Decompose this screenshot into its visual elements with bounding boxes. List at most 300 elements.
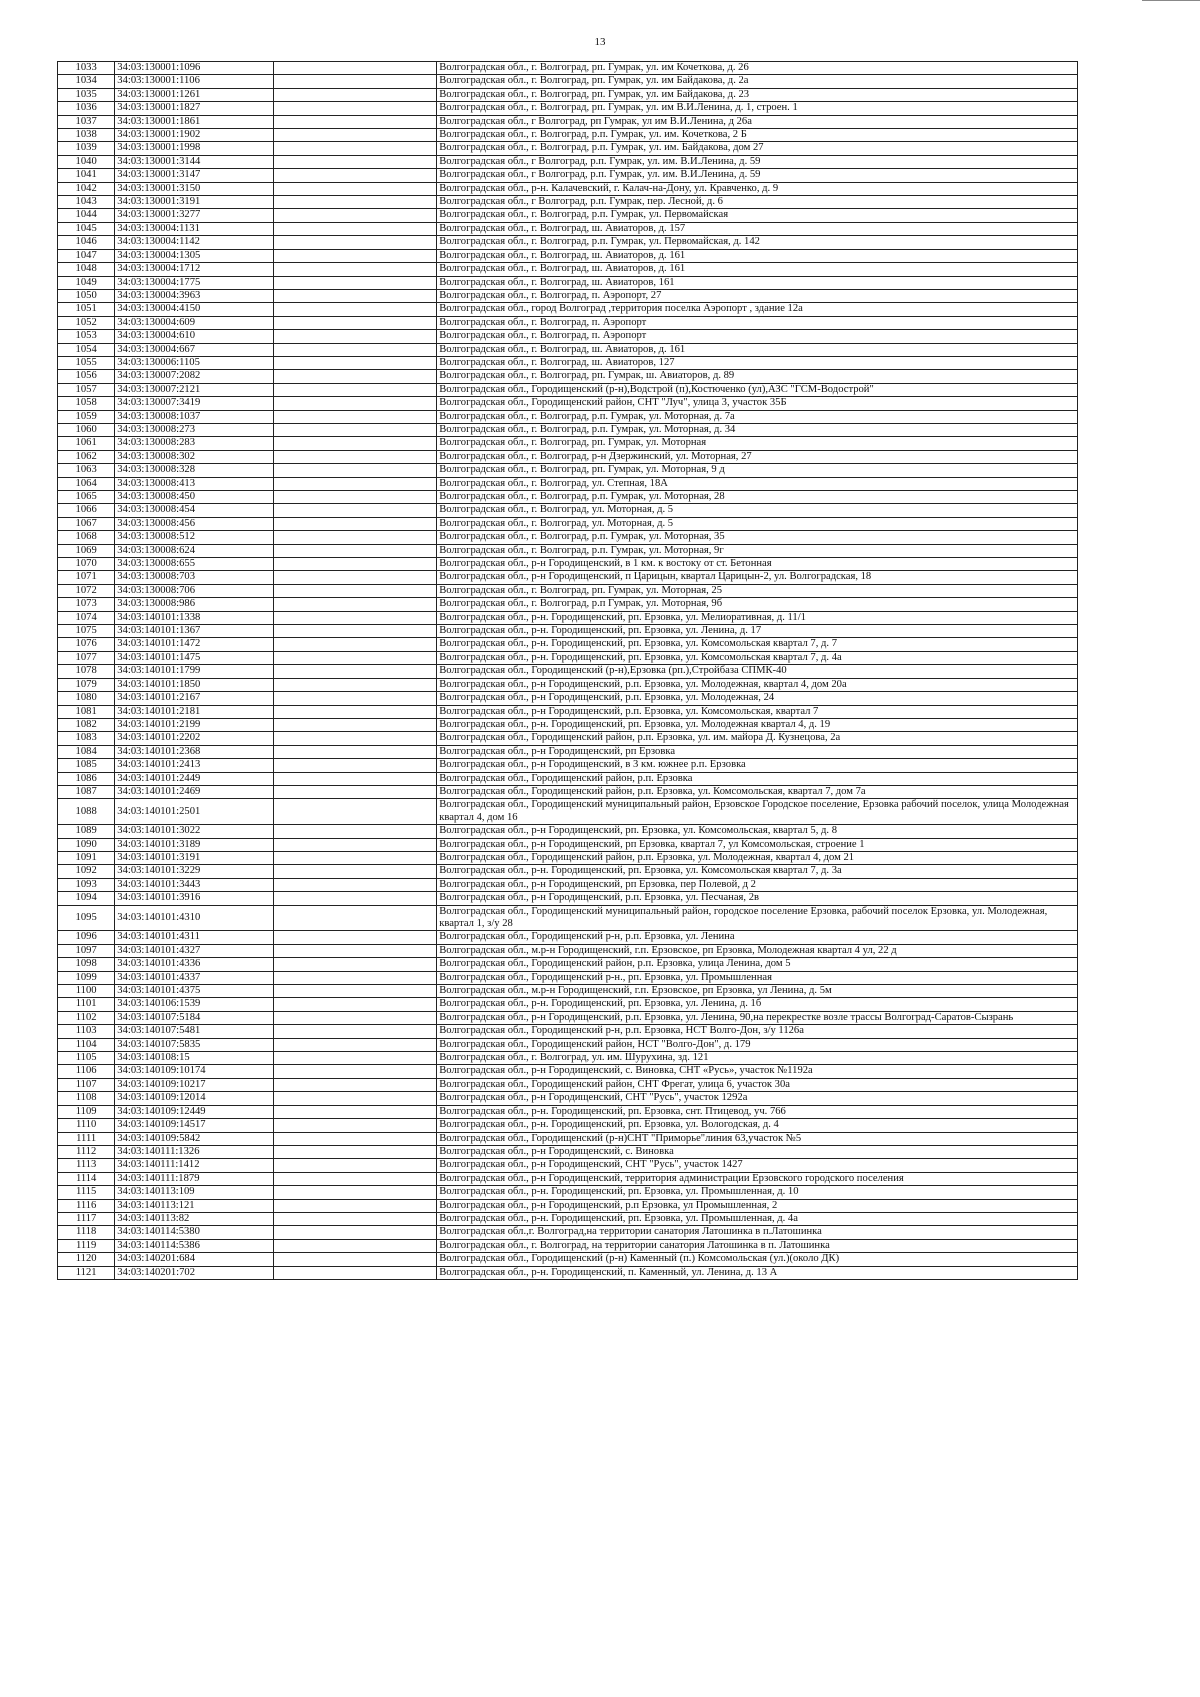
address: Волгоградская обл., Городищенский р-н., рп. Ерзовка, ул. Промышленная [437, 971, 1078, 984]
empty-cell [273, 343, 437, 356]
table-row [58, 182, 1078, 195]
empty-cell [273, 303, 437, 316]
empty-cell [273, 865, 437, 878]
cadastral-number: 34:03:140101:2368 [115, 745, 273, 758]
table-row [58, 892, 1078, 905]
cadastral-number: 34:03:140109:12014 [115, 1092, 273, 1105]
row-number: 1118 [58, 1226, 115, 1239]
table-row [58, 665, 1078, 678]
address: Волгоградская обл., г. Волгоград, ш. Авиаторов, д. 157 [437, 222, 1078, 235]
empty-cell [273, 1186, 437, 1199]
empty-cell [273, 892, 437, 905]
table-row [58, 1266, 1078, 1279]
row-number: 1098 [58, 958, 115, 971]
cadastral-number: 34:03:140101:2501 [115, 799, 273, 825]
table-row [58, 825, 1078, 838]
table-row [58, 718, 1078, 731]
empty-cell [273, 1132, 437, 1145]
row-number: 1103 [58, 1025, 115, 1038]
empty-cell [273, 838, 437, 851]
table-row [58, 878, 1078, 891]
cadastral-number: 34:03:140101:3189 [115, 838, 273, 851]
empty-cell [273, 1266, 437, 1279]
empty-cell [273, 196, 437, 209]
table-row [58, 437, 1078, 450]
cadastral-number: 34:03:140107:5481 [115, 1025, 273, 1038]
table-row [58, 370, 1078, 383]
address: Волгоградская обл., г. Волгоград, р.п. Гумрак, ул. Моторная, д. 7а [437, 410, 1078, 423]
table-row [58, 1132, 1078, 1145]
empty-cell [273, 477, 437, 490]
address: Волгоградская обл., р-н Городищенский, СНТ "Русь", участок 1292а [437, 1092, 1078, 1105]
row-number: 1040 [58, 155, 115, 168]
address: Волгоградская обл., Городищенский (р-н),Ерзовка (рп.),Стройбаза СПМК-40 [437, 665, 1078, 678]
empty-cell [273, 625, 437, 638]
cadastral-number: 34:03:140109:14517 [115, 1119, 273, 1132]
cadastral-number: 34:03:130008:624 [115, 544, 273, 557]
cadastral-number: 34:03:140101:1472 [115, 638, 273, 651]
address: Волгоградская обл., Городищенский район, СНТ Фрегат, улица 6, участок 30а [437, 1078, 1078, 1091]
row-number: 1085 [58, 759, 115, 772]
row-number: 1056 [58, 370, 115, 383]
empty-cell [273, 491, 437, 504]
address: Волгоградская обл., р-н Городищенский, р.п. Ерзовка, ул. Песчаная, 2в [437, 892, 1078, 905]
table-row [58, 692, 1078, 705]
address: Волгоградская обл., р-н Городищенский, р.п. Ерзовка, ул. Комсомольская, квартал 7 [437, 705, 1078, 718]
address: Волгоградская обл., р-н. Городищенский, рп. Ерзовка, снт. Птицевод, уч. 766 [437, 1105, 1078, 1118]
table-row [58, 450, 1078, 463]
row-number: 1064 [58, 477, 115, 490]
row-number: 1116 [58, 1199, 115, 1212]
table-row [58, 998, 1078, 1011]
address: Волгоградская обл., г. Волгоград, ш. Авиаторов, д. 161 [437, 249, 1078, 262]
empty-cell [273, 88, 437, 101]
row-number: 1111 [58, 1132, 115, 1145]
table-row [58, 785, 1078, 798]
table-row [58, 745, 1078, 758]
row-number: 1059 [58, 410, 115, 423]
row-number: 1060 [58, 423, 115, 436]
table-row [58, 222, 1078, 235]
row-number: 1067 [58, 517, 115, 530]
table-row [58, 571, 1078, 584]
table-row [58, 289, 1078, 302]
row-number: 1058 [58, 397, 115, 410]
row-number: 1083 [58, 732, 115, 745]
table-row [58, 638, 1078, 651]
row-number: 1099 [58, 971, 115, 984]
table-row [58, 944, 1078, 957]
table-row [58, 958, 1078, 971]
cadastral-number: 34:03:140107:5835 [115, 1038, 273, 1051]
address: Волгоградская обл., м.р-н Городищенский, г.п. Ерзовское, рп Ерзовка, ул Ленина, д. 5м [437, 985, 1078, 998]
empty-cell [273, 115, 437, 128]
cadastral-number: 34:03:140101:1338 [115, 611, 273, 624]
table-row [58, 276, 1078, 289]
table-row [58, 236, 1078, 249]
empty-cell [273, 1212, 437, 1225]
table-row [58, 865, 1078, 878]
address: Волгоградская обл., г. Волгоград, рп. Гумрак, ш. Авиаторов, д. 89 [437, 370, 1078, 383]
empty-cell [273, 665, 437, 678]
row-number: 1119 [58, 1239, 115, 1252]
address: Волгоградская обл., р-н Городищенский, р.п. Ерзовка, ул. Молодежная, 24 [437, 692, 1078, 705]
empty-cell [273, 236, 437, 249]
empty-cell [273, 62, 437, 75]
table-row [58, 1105, 1078, 1118]
row-number: 1061 [58, 437, 115, 450]
table-row [58, 1025, 1078, 1038]
empty-cell [273, 931, 437, 944]
table-row [58, 88, 1078, 101]
empty-cell [273, 142, 437, 155]
row-number: 1038 [58, 129, 115, 142]
empty-cell [273, 705, 437, 718]
row-number: 1104 [58, 1038, 115, 1051]
table-row [58, 1239, 1078, 1252]
cadastral-number: 34:03:130001:1106 [115, 75, 273, 88]
address: Волгоградская обл., г. Волгоград, п. Аэропорт [437, 316, 1078, 329]
row-number: 1045 [58, 222, 115, 235]
row-number: 1055 [58, 356, 115, 369]
row-number: 1115 [58, 1186, 115, 1199]
address: Волгоградская обл., г. Волгоград, рп. Гумрак, ул. им Кочеткова, д. 26 [437, 62, 1078, 75]
row-number: 1092 [58, 865, 115, 878]
address: Волгоградская обл., г. Волгоград, р.п. Гумрак, ул. Моторная, 35 [437, 531, 1078, 544]
empty-cell [273, 289, 437, 302]
cadastral-number: 34:03:140101:3022 [115, 825, 273, 838]
cadastral-number: 34:03:130007:2121 [115, 383, 273, 396]
cadastral-number: 34:03:140113:121 [115, 1199, 273, 1212]
cadastral-number: 34:03:140101:2469 [115, 785, 273, 798]
cadastral-number: 34:03:140109:10174 [115, 1065, 273, 1078]
empty-cell [273, 558, 437, 571]
cadastral-number: 34:03:140101:3916 [115, 892, 273, 905]
row-number: 1101 [58, 998, 115, 1011]
empty-cell [273, 276, 437, 289]
address: Волгоградская обл., Городищенский (р-н)СНТ "Приморье"линия 63,участок №5 [437, 1132, 1078, 1145]
cadastral-number: 34:03:130008:512 [115, 531, 273, 544]
table-row [58, 343, 1078, 356]
empty-cell [273, 1052, 437, 1065]
cadastral-number: 34:03:130008:328 [115, 464, 273, 477]
empty-cell [273, 504, 437, 517]
table-row [58, 931, 1078, 944]
empty-cell [273, 410, 437, 423]
table-row [58, 410, 1078, 423]
empty-cell [273, 1011, 437, 1024]
row-number: 1074 [58, 611, 115, 624]
empty-cell [273, 958, 437, 971]
table-row [58, 316, 1078, 329]
empty-cell [273, 878, 437, 891]
cadastral-number: 34:03:130008:1037 [115, 410, 273, 423]
row-number: 1108 [58, 1092, 115, 1105]
address: Волгоградская обл., г. Волгоград, рп. Гумрак, ул. им В.И.Ленина, д. 1, строен. 1 [437, 102, 1078, 115]
cadastral-number: 34:03:140101:1850 [115, 678, 273, 691]
row-number: 1080 [58, 692, 115, 705]
table-row [58, 196, 1078, 209]
row-number: 1094 [58, 892, 115, 905]
cadastral-number: 34:03:130004:1142 [115, 236, 273, 249]
address: Волгоградская обл., р-н Городищенский, рп. Ерзовка, ул. Комсомольская, квартал 5, д. 8 [437, 825, 1078, 838]
empty-cell [273, 102, 437, 115]
cadastral-number: 34:03:140111:1412 [115, 1159, 273, 1172]
table-row [58, 1078, 1078, 1091]
address: Волгоградская обл., г. Волгоград, р.п. Гумрак, ул. Первомайская, д. 142 [437, 236, 1078, 249]
row-number: 1078 [58, 665, 115, 678]
row-number: 1091 [58, 851, 115, 864]
cadastral-number: 34:03:140101:2413 [115, 759, 273, 772]
row-number: 1073 [58, 598, 115, 611]
address: Волгоградская обл., р-н Городищенский, с. Виновка [437, 1145, 1078, 1158]
address: Волгоградская обл., р-н Городищенский, территория администрации Ерзовского городского поселения [437, 1172, 1078, 1185]
table-row [58, 651, 1078, 664]
empty-cell [273, 651, 437, 664]
cadastral-number: 34:03:140101:4336 [115, 958, 273, 971]
address: Волгоградская обл., р-н. Городищенский, рп. Ерзовка, ул. Комсомольская квартал 7, д. 3а [437, 865, 1078, 878]
cadastral-number: 34:03:130008:413 [115, 477, 273, 490]
cadastral-number: 34:03:140101:1367 [115, 625, 273, 638]
row-number: 1043 [58, 196, 115, 209]
row-number: 1068 [58, 531, 115, 544]
empty-cell [273, 785, 437, 798]
table-row [58, 1172, 1078, 1185]
empty-cell [273, 905, 437, 931]
row-number: 1033 [58, 62, 115, 75]
row-number: 1071 [58, 571, 115, 584]
cadastral-number: 34:03:140101:2449 [115, 772, 273, 785]
cadastral-number: 34:03:130004:1775 [115, 276, 273, 289]
cadastral-number: 34:03:140114:5386 [115, 1239, 273, 1252]
empty-cell [273, 1078, 437, 1091]
empty-cell [273, 1145, 437, 1158]
table-row [58, 971, 1078, 984]
cadastral-number: 34:03:140101:4310 [115, 905, 273, 931]
address: Волгоградская обл., г Волгоград, р.п. Гумрак, ул. им. В.И.Ленина, д. 59 [437, 155, 1078, 168]
row-number: 1107 [58, 1078, 115, 1091]
empty-cell [273, 1253, 437, 1266]
table-row [58, 705, 1078, 718]
table-row [58, 75, 1078, 88]
empty-cell [273, 571, 437, 584]
cadastral-number: 34:03:130004:1305 [115, 249, 273, 262]
cadastral-number: 34:03:130001:3277 [115, 209, 273, 222]
address: Волгоградская обл., Городищенский район, р.п. Ерзовка, ул. Комсомольская, квартал 7, дом 7а [437, 785, 1078, 798]
empty-cell [273, 1226, 437, 1239]
row-number: 1105 [58, 1052, 115, 1065]
table-row [58, 477, 1078, 490]
cadastral-number: 34:03:130007:3419 [115, 397, 273, 410]
empty-cell [273, 531, 437, 544]
row-number: 1120 [58, 1253, 115, 1266]
address: Волгоградская обл., г. Волгоград, рп. Гумрак, ул. Моторная, 25 [437, 584, 1078, 597]
cadastral-number: 34:03:130001:3147 [115, 169, 273, 182]
cadastral-number: 34:03:130001:1902 [115, 129, 273, 142]
empty-cell [273, 772, 437, 785]
table-row [58, 62, 1078, 75]
address: Волгоградская обл., г Волгоград, р.п. Гумрак, ул. им. В.И.Ленина, д. 59 [437, 169, 1078, 182]
address: Волгоградская обл., р-н. Городищенский, рп. Ерзовка, ул. Вологодская, д. 4 [437, 1119, 1078, 1132]
row-number: 1053 [58, 330, 115, 343]
address: Волгоградская обл., Городищенский район, р.п. Ерзовка, ул. Молодежная, квартал 4, дом 21 [437, 851, 1078, 864]
empty-cell [273, 799, 437, 825]
address: Волгоградская обл., р-н. Городищенский, рп. Ерзовка, ул. Молодежная квартал 4, д. 19 [437, 718, 1078, 731]
address: Волгоградская обл., р-н. Городищенский, п. Каменный, ул. Ленина, д. 13 А [437, 1266, 1078, 1279]
empty-cell [273, 1105, 437, 1118]
row-number: 1097 [58, 944, 115, 957]
address: Волгоградская обл., г. Волгоград, рп. Гумрак, ул. Моторная [437, 437, 1078, 450]
row-number: 1066 [58, 504, 115, 517]
table-row [58, 759, 1078, 772]
address: Волгоградская обл., г. Волгоград, ул. им. Шурухина, зд. 121 [437, 1052, 1078, 1065]
cadastral-number: 34:03:140101:4375 [115, 985, 273, 998]
table-row [58, 1145, 1078, 1158]
table-row [58, 1052, 1078, 1065]
cadastral-number: 34:03:140101:1475 [115, 651, 273, 664]
empty-cell [273, 745, 437, 758]
row-number: 1042 [58, 182, 115, 195]
cadastral-number: 34:03:140101:2181 [115, 705, 273, 718]
table-row [58, 531, 1078, 544]
table-row [58, 611, 1078, 624]
table-row [58, 598, 1078, 611]
address: Волгоградская обл., р-н. Городищенский, рп. Ерзовка, ул. Комсомольская квартал 7, д. 4а [437, 651, 1078, 664]
address: Волгоградская обл., г. Волгоград, р.п. Гумрак, ул. Моторная, д. 34 [437, 423, 1078, 436]
empty-cell [273, 584, 437, 597]
row-number: 1089 [58, 825, 115, 838]
table-row [58, 1253, 1078, 1266]
empty-cell [273, 182, 437, 195]
address: Волгоградская обл., м.р-н Городищенский, г.п. Ерзовское, рп Ерзовка, Молодежная квартал 4 ул, 22 д [437, 944, 1078, 957]
address: Волгоградская обл., р-н. Городищенский, рп. Ерзовка, ул. Промышленная, д. 10 [437, 1186, 1078, 1199]
table-row [58, 169, 1078, 182]
row-number: 1088 [58, 799, 115, 825]
table-row [58, 1212, 1078, 1225]
cadastral-number: 34:03:140109:5842 [115, 1132, 273, 1145]
address: Волгоградская обл., г Волгоград, р.п. Гумрак, пер. Лесной, д. 6 [437, 196, 1078, 209]
empty-cell [273, 1038, 437, 1051]
empty-cell [273, 383, 437, 396]
row-number: 1034 [58, 75, 115, 88]
cadastral-number: 34:03:140108:15 [115, 1052, 273, 1065]
empty-cell [273, 517, 437, 530]
row-number: 1069 [58, 544, 115, 557]
row-number: 1095 [58, 905, 115, 931]
row-number: 1113 [58, 1159, 115, 1172]
cadastral-number: 34:03:130008:454 [115, 504, 273, 517]
address: Волгоградская обл., Городищенский район, р.п. Ерзовка, ул. им. майора Д. Кузнецова, 2а [437, 732, 1078, 745]
cadastral-number: 34:03:140101:2202 [115, 732, 273, 745]
row-number: 1050 [58, 289, 115, 302]
empty-cell [273, 129, 437, 142]
page-number: 13 [594, 36, 606, 48]
address: Волгоградская обл., Городищенский район, НСТ "Волго-Дон", д. 179 [437, 1038, 1078, 1051]
table-row [58, 464, 1078, 477]
table-row [58, 625, 1078, 638]
address: Волгоградская обл., город Волгоград ,территория поселка Аэропорт , здание 12а [437, 303, 1078, 316]
address: Волгоградская обл., Городищенский муниципальный район, городское поселение Ерзовка, рабочий поселок Ерзовка, ул. Молодежная, квартал 1, з/у 28 [437, 905, 1078, 931]
cadastral-number: 34:03:140113:109 [115, 1186, 273, 1199]
address: Волгоградская обл., Городищенский район, СНТ "Луч", улица 3, участок 35Б [437, 397, 1078, 410]
cadastral-number: 34:03:140101:4311 [115, 931, 273, 944]
row-number: 1109 [58, 1105, 115, 1118]
row-number: 1075 [58, 625, 115, 638]
address: Волгоградская обл., г. Волгоград, р.п. Гумрак, ул. Моторная, 28 [437, 491, 1078, 504]
address: Волгоградская обл., г. Волгоград, ш. Авиаторов, 127 [437, 356, 1078, 369]
registry-table [57, 61, 1078, 1280]
row-number: 1096 [58, 931, 115, 944]
table-row [58, 423, 1078, 436]
empty-cell [273, 732, 437, 745]
table-row [58, 249, 1078, 262]
address: Волгоградская обл., р-н Городищенский, рп Ерзовка, пер Полевой, д 2 [437, 878, 1078, 891]
address: Волгоградская обл., Городищенский район, р.п. Ерзовка, улица Ленина, дом 5 [437, 958, 1078, 971]
table-row [58, 142, 1078, 155]
address: Волгоградская обл., р-н Городищенский, п Царицын, квартал Царицын-2, ул. Волгоградская, 18 [437, 571, 1078, 584]
address: Волгоградская обл.,г. Волгоград,на территории санатория Латошинка в п.Латошинка [437, 1226, 1078, 1239]
empty-cell [273, 330, 437, 343]
address: Волгоградская обл., г. Волгоград, р.п. Гумрак, ул. Первомайская [437, 209, 1078, 222]
table-row [58, 1092, 1078, 1105]
row-number: 1057 [58, 383, 115, 396]
table-row [58, 115, 1078, 128]
registry-body [58, 62, 1078, 1280]
empty-cell [273, 985, 437, 998]
cadastral-number: 34:03:140111:1879 [115, 1172, 273, 1185]
table-row [58, 263, 1078, 276]
address: Волгоградская обл., р-н Городищенский, рп Ерзовка [437, 745, 1078, 758]
empty-cell [273, 1065, 437, 1078]
cadastral-number: 34:03:130008:302 [115, 450, 273, 463]
cadastral-number: 34:03:130008:986 [115, 598, 273, 611]
address: Волгоградская обл., г. Волгоград, рп. Гумрак, ул. им Байдакова, д. 23 [437, 88, 1078, 101]
row-number: 1063 [58, 464, 115, 477]
cadastral-number: 34:03:130001:3150 [115, 182, 273, 195]
empty-cell [273, 209, 437, 222]
address: Волгоградская обл., р-н Городищенский, р.п. Ерзовка, ул. Молодежная, квартал 4, дом 20а [437, 678, 1078, 691]
empty-cell [273, 638, 437, 651]
row-number: 1070 [58, 558, 115, 571]
cadastral-number: 34:03:140106:1539 [115, 998, 273, 1011]
cadastral-number: 34:03:130007:2082 [115, 370, 273, 383]
row-number: 1086 [58, 772, 115, 785]
table-row [58, 1038, 1078, 1051]
row-number: 1081 [58, 705, 115, 718]
edge-line [1142, 0, 1200, 2]
cadastral-number: 34:03:130001:1261 [115, 88, 273, 101]
row-number: 1051 [58, 303, 115, 316]
row-number: 1102 [58, 1011, 115, 1024]
cadastral-number: 34:03:140101:4327 [115, 944, 273, 957]
row-number: 1079 [58, 678, 115, 691]
empty-cell [273, 316, 437, 329]
table-row [58, 1186, 1078, 1199]
table-row [58, 356, 1078, 369]
table-row [58, 102, 1078, 115]
empty-cell [273, 370, 437, 383]
empty-cell [273, 75, 437, 88]
address: Волгоградская обл., г. Волгоград, ш. Авиаторов, 161 [437, 276, 1078, 289]
table-row [58, 1199, 1078, 1212]
address: Волгоградская обл., р-н. Городищенский, рп. Ерзовка, ул. Ленина, д. 1б [437, 998, 1078, 1011]
empty-cell [273, 397, 437, 410]
empty-cell [273, 1119, 437, 1132]
table-row [58, 851, 1078, 864]
row-number: 1077 [58, 651, 115, 664]
address: Волгоградская обл., р-н Городищенский, СНТ "Русь", участок 1427 [437, 1159, 1078, 1172]
address: Волгоградская обл., р-н. Городищенский, рп. Ерзовка, ул. Промышленная, д. 4а [437, 1212, 1078, 1225]
